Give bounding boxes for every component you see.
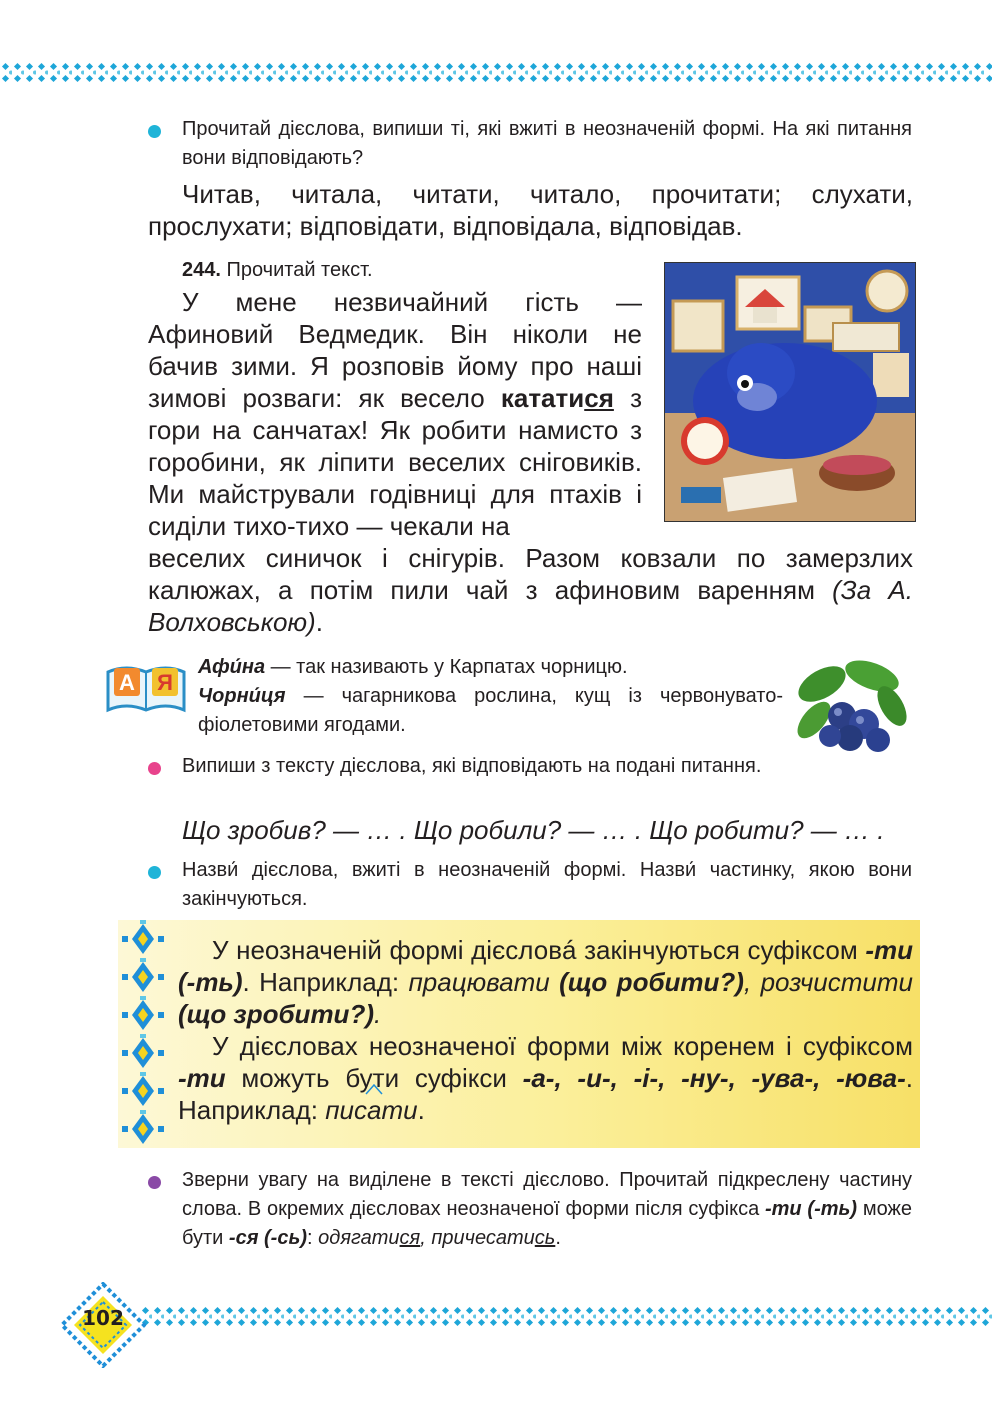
questions-line: Що зробив? — … . Що робили? — … . Що робити? — … . (182, 815, 885, 845)
task-highlighted-verb (182, 1166, 912, 1253)
rule-suffix-list: -а-, -и-, -і-, -ну-, -ува-, -юва- (522, 1063, 906, 1093)
rule-question-2: (що зробити?) (178, 999, 374, 1029)
open-book-icon (104, 660, 188, 716)
blueberry-illustration (792, 654, 916, 758)
suffix-caret-icon (365, 1083, 383, 1095)
task4-text-c: може бути (182, 1198, 912, 1249)
verb-root: катати (500, 383, 585, 413)
verb-suffix-underlined: ся (584, 383, 614, 413)
task-name-verbs: Назви́ дієслова, вжиті в неозначеній формі. Назви́ частинку, якою вони закінчуються. (182, 859, 912, 910)
term-chornytsia: Чорни́ця (198, 685, 286, 707)
suffix-mark: а (367, 1095, 381, 1125)
page-number: 102 (82, 1306, 124, 1330)
rule-2-example-label: . Наприклад: (178, 1063, 913, 1125)
rule-suffix-ty-2: -ти (178, 1063, 226, 1093)
rule-1-text: У неозначеній формі дієсловá закінчуються суфіксом (212, 935, 866, 965)
purple-bullet (148, 1176, 161, 1189)
exercise-header (182, 256, 652, 285)
task4-example-odiahatysia: одягатися (318, 1227, 421, 1249)
rule-question-1: (що робити?) (549, 967, 744, 997)
top-ornament-border (0, 62, 992, 84)
cyan-bullet (148, 125, 161, 138)
definition-afyna: — так називають у Карпатах чорницю. (265, 656, 628, 678)
pink-bullet (148, 762, 161, 775)
book-letter-ya: Я (157, 670, 173, 695)
book-letter-a: А (119, 670, 135, 695)
exercise-number: 244. (182, 259, 221, 281)
rule-1-example-label: . Наприклад: (242, 967, 409, 997)
embroidery-ornament (118, 920, 168, 1148)
story-part-2a: з гори на санчатах! Як робити намисто з горобини, як ліпити веселих сніговиків. Ми майстрували годівниці для птахів і сиділи тихо-тихо — чекали на (148, 383, 642, 541)
cyan-bullet (148, 866, 161, 879)
rule-dot-2: . (417, 1095, 425, 1125)
task4-colon: : (307, 1227, 319, 1249)
task-write-verbs: Випиши з тексту дієслова, які відповідають на подані питання. (182, 755, 762, 777)
rule-2-text: У дієсловах неозначеної форми між коренем і суфіксом (212, 1031, 913, 1061)
rule-text (178, 934, 913, 1126)
task4-end: . (555, 1227, 561, 1249)
verbs-list: Читав, читала, читати, читало, прочитати; слухати, прослухати; відповідати, відповідала, відповідав. (148, 179, 913, 241)
rule-suffix-ty: -ти (-ть) (178, 935, 913, 997)
story-part-2b: веселих синичок і снігурів. Разом ковзали по замерзлих калюжах, а потім пили чай з афиновим варенням (148, 543, 913, 605)
highlighted-verb (501, 383, 614, 413)
bear-illustration (664, 262, 916, 522)
story-end: . (315, 607, 323, 637)
rule-comma: , (743, 967, 761, 997)
exercise-instruction: Прочитай текст. (226, 259, 373, 281)
rule-paragraph-2 (178, 1030, 913, 1126)
term-afyna: Афи́на (198, 656, 266, 678)
definition-chornytsia: — чагарникова рослина, кущ із червонувато-фіолетовими ягодами. (198, 685, 783, 736)
rule-paragraph-1 (178, 934, 913, 1030)
bottom-ornament-border (140, 1306, 992, 1328)
story-continuation (148, 542, 913, 638)
task4-text-a: Зверни увагу на виділене в тексті дієслово. Прочитай підкреслену частину слова. В окремих дієсловах неозначеної форми після суфікса (182, 1169, 912, 1220)
task4-example-prychesatys: причесатись (431, 1227, 556, 1249)
glossary-definitions (198, 653, 783, 740)
rule-example-pratsiuvaty: працювати (408, 967, 550, 997)
task-read-verbs: Прочитай дієслова, випиши ті, які вжиті в неозначеній формі. На які питання вони відповідають? (182, 118, 912, 169)
task4-suffix-sia: -ся (-сь) (228, 1227, 308, 1249)
rule-2-text-b: можуть бути суфікси (225, 1063, 523, 1093)
rule-example-pysaty: писа ти (325, 1095, 417, 1125)
rule-dot: . (373, 999, 382, 1029)
rule-example-rozchystyty: розчистити (760, 967, 914, 997)
story-part-1: У мене незвичайний гість — Афиновий Ведмедик. Він ніколи не бачив зими. Я розповів йому про наші зимові розваги: як весело (148, 287, 642, 413)
task4-comma: , (420, 1227, 432, 1249)
story-source: (За А. Волховською) (148, 575, 913, 637)
story-paragraph (148, 286, 642, 542)
task4-suffix-ty: -ти (-ть) (764, 1198, 858, 1220)
